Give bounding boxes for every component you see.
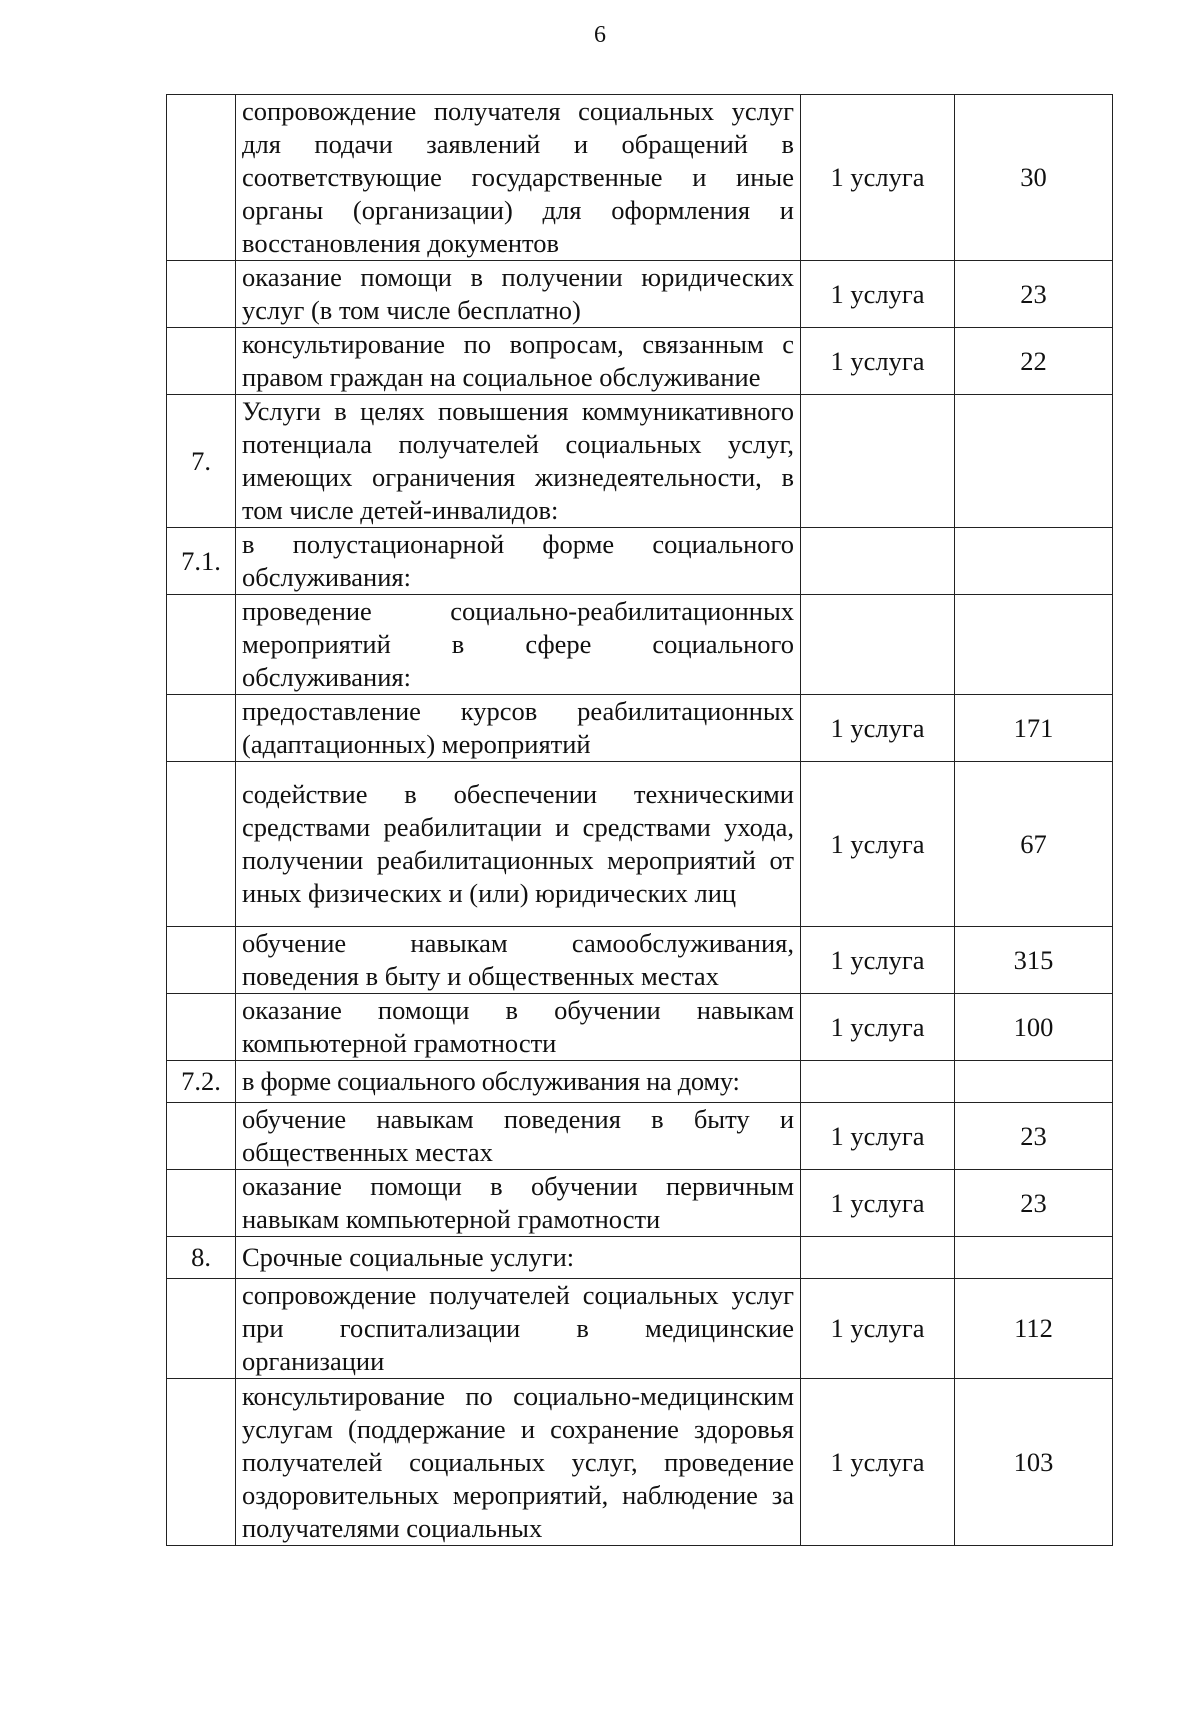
row-number: 8.: [167, 1237, 236, 1279]
unit-cell: 1 услуга: [801, 1103, 955, 1170]
row-number: [167, 994, 236, 1061]
value-cell: 100: [955, 994, 1113, 1061]
page-number: 6: [594, 22, 606, 48]
value-cell: 23: [955, 1103, 1113, 1170]
table-row: [167, 595, 1113, 695]
row-number: [167, 927, 236, 994]
unit-cell: [801, 395, 955, 528]
value-cell: 67: [955, 762, 1113, 927]
row-number: [167, 328, 236, 395]
row-number: 7.2.: [167, 1061, 236, 1103]
value-cell: [955, 595, 1113, 695]
section-heading: Услуги в целях повышения коммуникативного потенциала получателей социальных услуг, имеющих ограничения жизнедеятельности, в том числе детей-инвалидов:: [236, 395, 801, 528]
table-row: [167, 1061, 1113, 1103]
unit-cell: 1 услуга: [801, 1379, 955, 1546]
value-cell: [955, 1061, 1113, 1103]
service-description: оказание помощи в получении юридических услуг (в том числе бесплатно): [236, 261, 801, 328]
row-number: [167, 595, 236, 695]
value-cell: 22: [955, 328, 1113, 395]
unit-cell: 1 услуга: [801, 762, 955, 927]
table-row: [167, 528, 1113, 595]
service-description: оказание помощи в обучении первичным навыкам компьютерной грамотности: [236, 1170, 801, 1237]
value-cell: 23: [955, 1170, 1113, 1237]
table-row: [167, 1237, 1113, 1279]
row-number: [167, 762, 236, 927]
unit-cell: 1 услуга: [801, 95, 955, 261]
value-cell: 315: [955, 927, 1113, 994]
row-number: [167, 1170, 236, 1237]
service-description: проведение социально-реабилитационных мероприятий в сфере социального обслуживания:: [236, 595, 801, 695]
section-heading: Срочные социальные услуги:: [236, 1237, 801, 1279]
unit-cell: 1 услуга: [801, 1170, 955, 1237]
table-row: [167, 695, 1113, 762]
unit-cell: 1 услуга: [801, 927, 955, 994]
subsection-heading: в форме социального обслуживания на дому:: [236, 1061, 801, 1103]
value-cell: [955, 395, 1113, 528]
subsection-heading: в полустационарной форме социального обслуживания:: [236, 528, 801, 595]
row-number: 7.1.: [167, 528, 236, 595]
unit-cell: 1 услуга: [801, 994, 955, 1061]
service-description: оказание помощи в обучении навыкам компьютерной грамотности: [236, 994, 801, 1061]
value-cell: [955, 528, 1113, 595]
unit-cell: 1 услуга: [801, 695, 955, 762]
row-number: [167, 95, 236, 261]
table-row: [167, 1170, 1113, 1237]
row-number: [167, 1379, 236, 1546]
table-row: [167, 1379, 1113, 1546]
table-row: [167, 994, 1113, 1061]
service-description: сопровождение получателя социальных услуг для подачи заявлений и обращений в соответствующие государственные и иные органы (организации) для оформления и восстановления документов: [236, 95, 801, 261]
value-cell: [955, 1237, 1113, 1279]
table-row: [167, 328, 1113, 395]
unit-cell: [801, 595, 955, 695]
unit-cell: [801, 1061, 955, 1103]
value-cell: 103: [955, 1379, 1113, 1546]
service-description: консультирование по социально-медицинским услугам (поддержание и сохранение здоровья получателей социальных услуг, проведение оздоровительных мероприятий, наблюдение за получателями социальных: [236, 1379, 801, 1546]
row-number: [167, 1103, 236, 1170]
table-row: [167, 1103, 1113, 1170]
value-cell: 23: [955, 261, 1113, 328]
unit-cell: 1 услуга: [801, 1279, 955, 1379]
row-number: [167, 261, 236, 328]
services-table: [166, 94, 1113, 1546]
table-row: [167, 927, 1113, 994]
unit-cell: [801, 528, 955, 595]
table-row: [167, 395, 1113, 528]
service-description: консультирование по вопросам, связанным с правом граждан на социальное обслуживание: [236, 328, 801, 395]
unit-cell: 1 услуга: [801, 261, 955, 328]
table-row: [167, 1279, 1113, 1379]
service-description: обучение навыкам поведения в быту и общественных местах: [236, 1103, 801, 1170]
unit-cell: 1 услуга: [801, 328, 955, 395]
unit-cell: [801, 1237, 955, 1279]
row-number: [167, 695, 236, 762]
table-row: [167, 762, 1113, 927]
service-description: обучение навыкам самообслуживания, поведения в быту и общественных местах: [236, 927, 801, 994]
table-row: [167, 261, 1113, 328]
table-row: [167, 95, 1113, 261]
value-cell: 112: [955, 1279, 1113, 1379]
value-cell: 171: [955, 695, 1113, 762]
service-description: предоставление курсов реабилитационных (адаптационных) мероприятий: [236, 695, 801, 762]
row-number: [167, 1279, 236, 1379]
value-cell: 30: [955, 95, 1113, 261]
service-description: содействие в обеспечении техническими средствами реабилитации и средствами ухода, получении реабилитационных мероприятий от иных физических и (или) юридических лиц: [236, 762, 801, 927]
service-description: сопровождение получателей социальных услуг при госпитализации в медицинские организации: [236, 1279, 801, 1379]
row-number: 7.: [167, 395, 236, 528]
